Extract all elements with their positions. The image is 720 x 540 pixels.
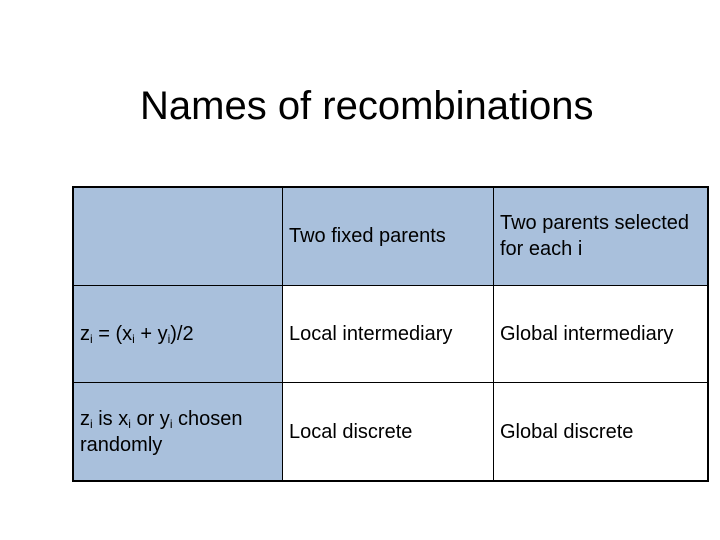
rule-end: chosen randomly xyxy=(80,407,243,456)
rule-z: z xyxy=(80,407,90,430)
rule-plus: + y xyxy=(134,322,168,345)
table-row-discrete xyxy=(73,383,708,481)
rule-sub-i: i xyxy=(90,331,93,346)
rule-end: )/2 xyxy=(170,322,194,345)
slide-title: Names of recombinations xyxy=(140,84,594,128)
header-two-fixed-parents: Two fixed parents xyxy=(283,187,494,285)
rule-sub-i: i xyxy=(167,331,171,346)
table-row-intermediary xyxy=(73,285,708,382)
cell-local-intermediary: Local intermediary xyxy=(283,285,494,382)
table-header-row xyxy=(73,187,708,285)
rule-eq: = (x xyxy=(92,322,133,345)
recombination-table xyxy=(72,186,709,482)
rule-sub-i: i xyxy=(128,416,131,431)
rule-is: is x xyxy=(92,407,129,430)
rule-discrete-cell xyxy=(73,383,283,481)
cell-local-discrete: Local discrete xyxy=(283,383,494,481)
header-two-parents-selected: Two parents selected for each i xyxy=(494,187,709,285)
rule-intermediary-cell xyxy=(73,285,283,382)
rule-sub-i: i xyxy=(132,331,135,346)
rule-sub-i: i xyxy=(169,416,173,431)
cell-global-intermediary: Global intermediary xyxy=(494,285,709,382)
cell-global-discrete: Global discrete xyxy=(494,383,709,481)
rule-z: z xyxy=(80,322,90,345)
rule-or: or y xyxy=(130,407,170,430)
header-corner-cell xyxy=(73,187,283,285)
rule-sub-i: i xyxy=(90,416,93,431)
